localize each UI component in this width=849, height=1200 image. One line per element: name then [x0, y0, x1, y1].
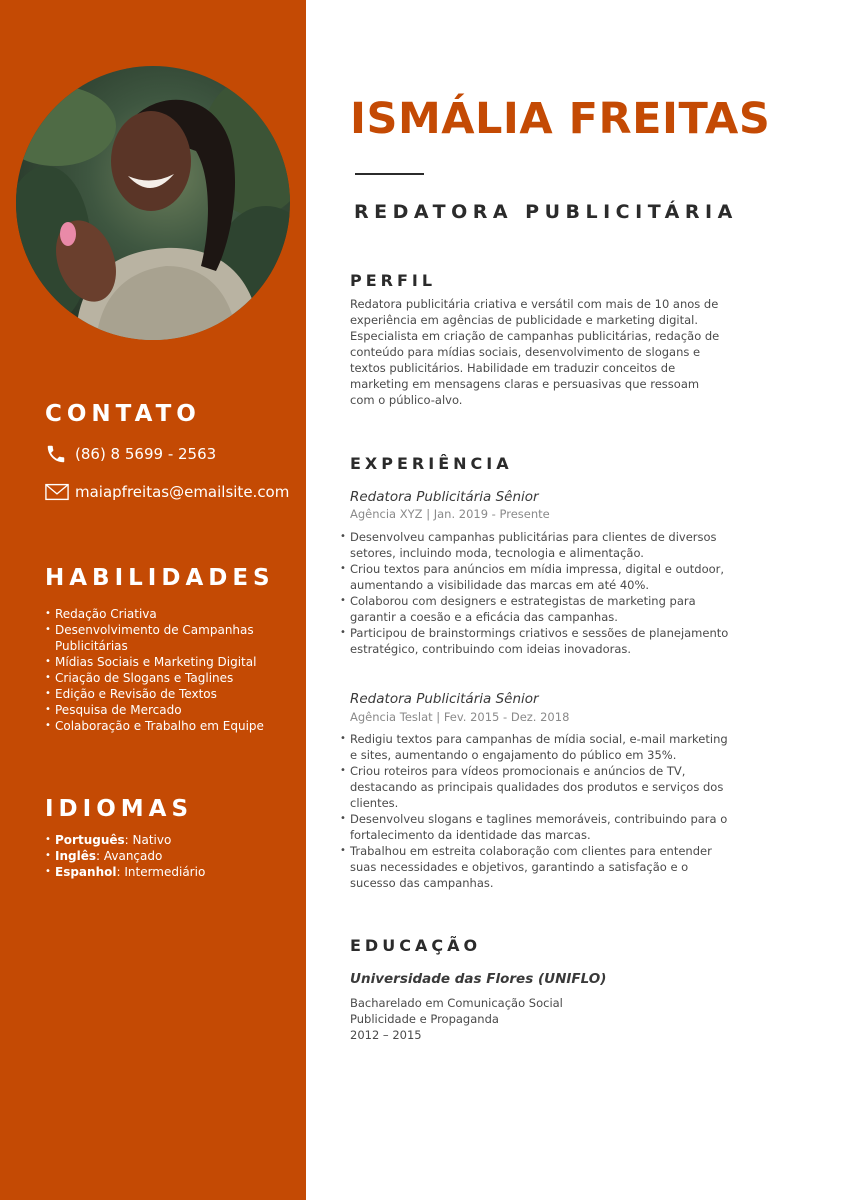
job-bullet: • Trabalhou em estreita colaboração com clientes para entender suas necessidades e objetivos, garantindo a satisfação e o sucesso das campanhas.	[340, 843, 730, 891]
skills-list	[45, 606, 275, 734]
skill-item: • Mídias Sociais e Marketing Digital	[45, 654, 275, 670]
person-name: ISMÁLIA FREITAS	[350, 94, 771, 144]
languages-list	[45, 832, 275, 880]
skill-item: • Colaboração e Trabalho em Equipe	[45, 718, 275, 734]
job-bullets	[340, 529, 730, 657]
job-bullet: • Criou textos para anúncios em mídia impressa, digital e outdoor, aumentando a visibilidade das marcas em até 40%.	[340, 561, 730, 593]
job-bullet: • Participou de brainstormings criativos e sessões de planejamento estratégico, contribuindo com ideias inovadoras.	[340, 625, 730, 657]
job-meta: Agência XYZ | Jan. 2019 - Presente	[350, 507, 550, 521]
job-role: REDATORA PUBLICITÁRIA	[354, 201, 738, 223]
skill-item: • Redação Criativa	[45, 606, 275, 622]
language-item: • Espanhol: Intermediário	[45, 864, 275, 880]
job-title: Redatora Publicitária Sênior	[350, 691, 539, 707]
contact-heading: CONTATO	[45, 401, 201, 427]
job-bullet: • Desenvolveu slogans e taglines memoráveis, contribuindo para o fortalecimento da identidade das marcas.	[340, 811, 730, 843]
email-text: maiapfreitas@emailsite.com	[75, 483, 290, 501]
phone-text: (86) 8 5699 - 2563	[75, 445, 217, 463]
envelope-icon	[45, 482, 69, 502]
skill-item: • Desenvolvimento de Campanhas Publicitárias	[45, 622, 275, 654]
language-item: • Inglês: Avançado	[45, 848, 275, 864]
profile-heading: PERFIL	[350, 271, 437, 290]
job-bullet: • Redigiu textos para campanhas de mídia social, e-mail marketing e sites, aumentando o engajamento do público em 35%.	[340, 731, 730, 763]
job-bullets	[340, 731, 730, 891]
job-bullet: • Desenvolveu campanhas publicitárias para clientes de diversos setores, incluindo moda, tecnologia e alimentação.	[340, 529, 730, 561]
education-years: 2012 – 2015	[350, 1028, 422, 1042]
job-meta: Agência Teslat | Fev. 2015 - Dez. 2018	[350, 710, 570, 724]
education-school: Universidade das Flores (UNIFLO)	[350, 971, 607, 987]
education-degree: Bacharelado em Comunicação Social	[350, 996, 563, 1010]
skill-item: • Edição e Revisão de Textos	[45, 686, 275, 702]
job-title: Redatora Publicitária Sênior	[350, 489, 539, 505]
skills-heading: HABILIDADES	[45, 565, 275, 591]
contact-phone	[45, 444, 216, 464]
education-major: Publicidade e Propaganda	[350, 1012, 499, 1026]
education-heading: EDUCAÇÃO	[350, 936, 482, 955]
language-item: • Português: Nativo	[45, 832, 275, 848]
title-divider	[355, 173, 424, 175]
contact-email	[45, 482, 289, 502]
profile-text: Redatora publicitária criativa e versátil com mais de 10 anos de experiência em agências de publicidade e marketing digital. Especialista em criação de campanhas publicitárias, redação de conteúdo para mídias sociais, desenvolvimento de slogans e textos publicitários. Habilidade em traduzir conceitos de marketing em mensagens claras e persuasivas que ressoam com o público-alvo.	[350, 297, 720, 407]
skill-item: • Pesquisa de Mercado	[45, 702, 275, 718]
job-bullet: • Criou roteiros para vídeos promocionais e anúncios de TV, destacando as principais qualidades dos produtos e serviços dos clientes.	[340, 763, 730, 811]
experience-heading: EXPERIÊNCIA	[350, 454, 513, 473]
languages-heading: IDIOMAS	[45, 796, 194, 822]
sidebar	[0, 0, 306, 1200]
job-bullet: • Colaborou com designers e estrategistas de marketing para garantir a coesão e a eficácia das campanhas.	[340, 593, 730, 625]
skill-item: • Criação de Slogans e Taglines	[45, 670, 275, 686]
profile-photo	[16, 66, 290, 340]
phone-icon	[45, 444, 69, 464]
education-details	[350, 995, 563, 1043]
